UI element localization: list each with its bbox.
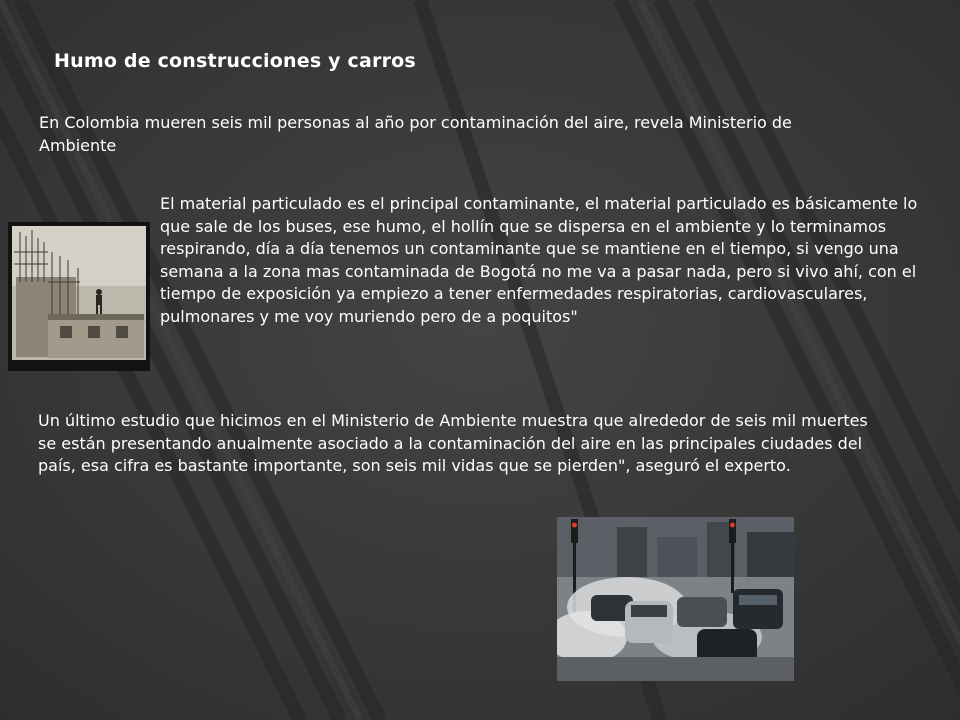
quote-paragraph: El material particulado es el principal contaminante, el material particulado es básicamente lo que sale de los buses, ese humo, el hollín que se dispersa en el ambiente y lo terminamos respirando, día a día tenemos un contaminante que se mantiene en el tiempo, si vengo una semana a la zona mas contaminada de Bogotá no me va a pasar nada, pero si vivo ahí, con el tiempo de exposición ya empiezo a tener enfermedades respiratorias, cardiovasculares, pulmonares y me voy muriendo pero de a poquitos" <box>160 194 918 326</box>
intro-paragraph: En Colombia mueren seis mil personas al año por contaminación del aire, revela Ministerio de Ambiente <box>39 113 792 155</box>
traffic-photo <box>557 517 794 681</box>
construction-photo <box>8 222 150 371</box>
study-paragraph: Un último estudio que hicimos en el Ministerio de Ambiente muestra que alrededor de seis mil muertes se están presentando anualmente asociado a la contaminación del aire en las principales ciudades del país, esa cifra es bastante importante, son seis mil vidas que se pierden", aseguró el experto. <box>38 411 868 475</box>
slide-title: Humo de construcciones y carros <box>54 50 416 72</box>
